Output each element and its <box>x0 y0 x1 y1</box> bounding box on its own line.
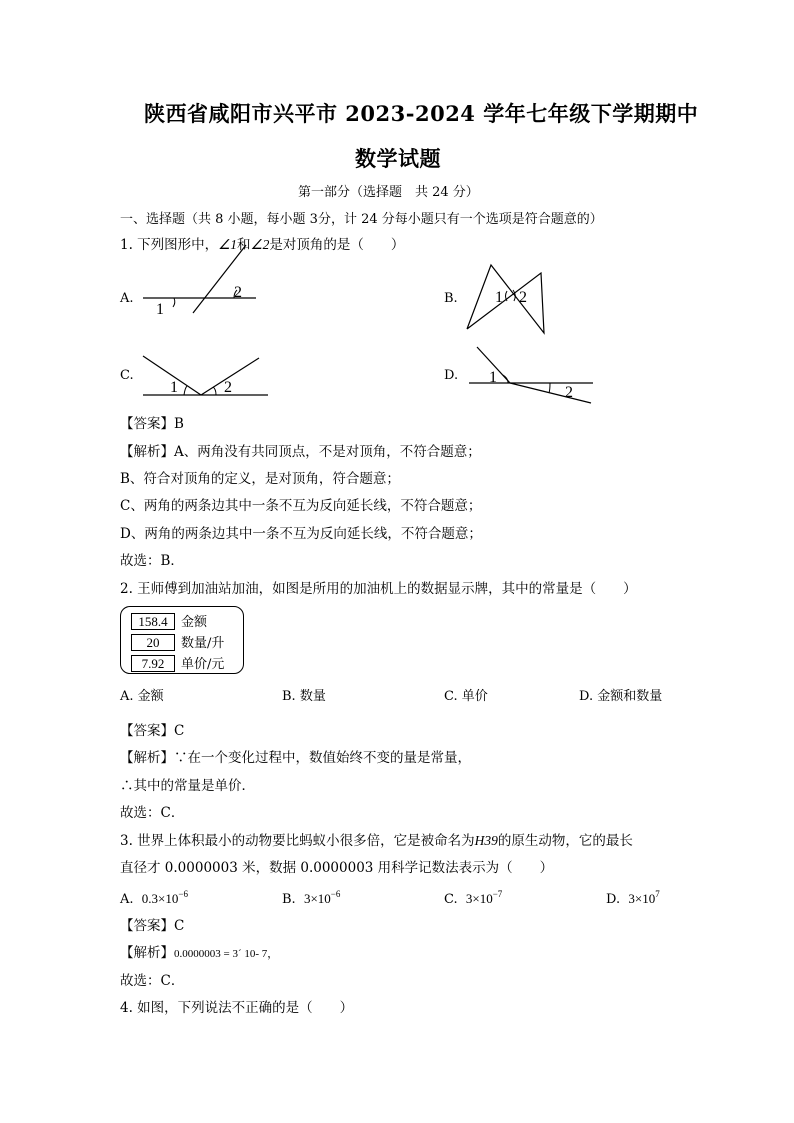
q1-conclusion: 故选：B． <box>120 553 184 569</box>
q3-option-a-exponent: −6 <box>178 889 188 899</box>
q1-analysis-line1: 【解析】A、两角没有共同顶点，不是对顶角，不符合题意； <box>120 444 481 460</box>
fig-b-label-1: 1 <box>495 289 503 306</box>
q1-figure-c <box>138 350 273 402</box>
q1-analysis-line4: D、两角的两条边其中一条不互为反向延长线，不符合题意； <box>120 526 482 542</box>
q1-angle2: ∠2 <box>250 237 270 252</box>
q3-option-c-base: 3×10 <box>465 891 493 906</box>
fig-d-label-2: 2 <box>565 384 573 401</box>
q3-option-a-base: 0.3×10 <box>141 891 179 906</box>
q3-stem-line1 <box>120 832 633 850</box>
fig-d-arc-2 <box>549 383 550 393</box>
fig-d-lower-ray <box>510 383 591 403</box>
q2-option-a: A. 金额 <box>120 689 164 704</box>
q3-option-d <box>606 889 660 907</box>
q3-option-d-exponent: 7 <box>655 889 660 899</box>
q3-analysis-formula: 0.0000003 = 3´ 10- 7， <box>174 948 279 960</box>
fuel-quantity-label: 数量/升 <box>181 636 225 651</box>
q3-option-b-base: 3×10 <box>303 891 331 906</box>
q3-option-d-base: 3×10 <box>628 891 656 906</box>
q3-analysis <box>120 944 278 963</box>
q2-answer: 【答案】C <box>120 723 185 739</box>
q3-option-b <box>282 889 340 907</box>
q3-stem-pre: 3. 世界上体积最小的动物要比蚂蚁小很多倍，它是被命名为 <box>120 833 475 849</box>
q3-option-c-label: C. <box>444 892 458 907</box>
q3-option-b-label: B. <box>282 892 296 907</box>
q1-answer: 【答案】B <box>120 416 184 432</box>
fig-a-transversal <box>193 245 246 313</box>
q3-answer: 【答案】C <box>120 918 185 934</box>
q1-figure-a <box>138 240 268 320</box>
fuel-quantity-value: 20 <box>131 634 175 651</box>
part-heading: 第一部分（选择题 共 24 分） <box>298 185 479 200</box>
q1-figure-d <box>465 342 595 408</box>
fig-a-label-2: 2 <box>234 284 242 301</box>
fuel-row-price <box>131 653 224 672</box>
q3-option-a-label: A. <box>120 892 134 907</box>
q1-stem-post: 是对顶角的是（ ） <box>269 237 405 253</box>
paper-title-line2: 数学试题 <box>355 146 441 171</box>
fuel-display-panel <box>120 606 244 674</box>
section-heading: 一、选择题（共 8 小题，每小题 3分，计 24 分每小题只有一个选项是符合题意的） <box>120 212 603 227</box>
fuel-row-quantity <box>131 632 224 651</box>
q1-option-a-label: A. <box>120 291 134 306</box>
fuel-price-value: 7.92 <box>131 655 175 672</box>
q3-option-c-exponent: −7 <box>492 889 503 899</box>
q1-figure-b <box>460 260 560 335</box>
fuel-price-label: 单价/元 <box>181 657 225 672</box>
q1-angle1: ∠1 <box>218 237 238 252</box>
fig-c-label-2: 2 <box>224 379 232 396</box>
fig-a-arc-1 <box>173 298 175 307</box>
q2-option-c: C. 单价 <box>444 689 488 704</box>
fig-c-label-1: 1 <box>170 379 178 396</box>
q1-and: 和 <box>237 237 251 253</box>
fig-b-label-2: 2 <box>519 289 527 306</box>
fig-b-arc-1 <box>506 291 508 301</box>
q2-analysis-line1: 【解析】∵在一个变化过程中，数值始终不变的量是常量， <box>120 750 471 766</box>
q2-conclusion: 故选：C． <box>120 805 185 821</box>
q3-option-d-label: D. <box>606 892 621 907</box>
q1-option-b-label: B. <box>444 291 458 306</box>
q2-analysis-line2: ∴其中的常量是单价． <box>120 778 255 794</box>
fuel-amount-value: 158.4 <box>131 613 175 630</box>
q1-analysis-line3: C、两角的两条边其中一条不互为反向延长线，不符合题意； <box>120 498 482 514</box>
q3-stem-line2: 直径才 0.0000003 米，数据 0.0000003 用科学记数法表示为（ ） <box>120 860 554 876</box>
q1-option-d-label: D. <box>444 368 459 383</box>
q2-option-b: B. 数量 <box>282 689 326 704</box>
fig-b-bowtie <box>467 265 544 333</box>
q3-option-b-exponent: −6 <box>330 889 341 899</box>
fig-d-label-1: 1 <box>489 369 497 386</box>
q1-option-c-label: C. <box>120 368 134 383</box>
fig-c-arc-2 <box>213 387 216 395</box>
paper-title-line1: 陕西省咸阳市兴平市 2023-2024 学年七年级下学期期中 <box>144 101 699 126</box>
q1-analysis-line2: B、符合对顶角的定义，是对顶角，符合题意； <box>120 471 400 487</box>
fuel-row-amount <box>131 611 207 630</box>
q1-stem-pre: 1. 下列图形中， <box>120 237 219 253</box>
fuel-amount-label: 金额 <box>181 615 208 630</box>
q3-option-c <box>444 889 502 907</box>
q4-stem: 4. 如图，下列说法不正确的是（ ） <box>120 1000 354 1016</box>
q3-analysis-prefix: 【解析】 <box>120 945 174 961</box>
q2-stem: 2. 王师傅到加油站加油，如图是所用的加油机上的数据显示牌，其中的常量是（ ） <box>120 581 637 597</box>
q3-variable: H39 <box>474 833 498 848</box>
q2-option-d: D. 金额和数量 <box>579 689 663 704</box>
q3-stem-post: 的原生动物，它的最长 <box>497 833 633 849</box>
fig-c-arc-1 <box>184 386 187 395</box>
fig-a-label-1: 1 <box>156 301 164 318</box>
q3-conclusion: 故选：C． <box>120 973 185 989</box>
q3-option-a <box>120 889 188 907</box>
